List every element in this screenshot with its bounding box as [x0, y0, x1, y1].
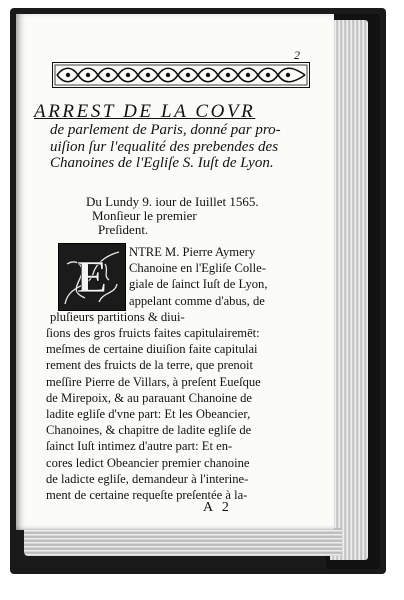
body-line: ſainct Iuſt intimez d'autre part: Et en- — [46, 439, 233, 454]
title-line: de parlement de Paris, donné par pro- — [50, 122, 281, 138]
body-text — [46, 244, 308, 503]
date-line: Monſieur le premier — [92, 208, 197, 223]
date-line: Preſident. — [98, 222, 149, 237]
page-edges-bottom — [24, 528, 342, 556]
page-edges-right — [330, 20, 368, 560]
page-number: 2 — [294, 48, 300, 62]
decorative-ornament-band — [52, 62, 310, 88]
body-line: cores ledict Obeancier premier chanoine — [46, 455, 250, 470]
body-line: ſions des gros fruicts faites capitulairemēt: — [46, 326, 260, 341]
book-page — [16, 14, 334, 530]
body-line: Chanoine en l'Egliſe Colle- — [129, 261, 266, 276]
body-line: meſſire Pierre de Villars, à preſent Eueſque — [46, 374, 261, 389]
body-line: Chanoines, & chapitre de ladite egliſe de — [46, 423, 252, 438]
body-line: ladite egliſe d'vne part: Et les Obeancier, — [46, 407, 251, 422]
body-line: appelant comme d'abus, de — [129, 293, 265, 308]
body-line: de Mirepoix, & au parauant Chanoine de — [46, 390, 252, 405]
body-line: pluſieurs partitions & diui- — [50, 309, 185, 324]
body-line: NTRE M. Pierre Aymery — [129, 245, 256, 259]
body-line: de ladicte egliſe, demandeur à l'interine- — [46, 471, 249, 486]
document-title — [34, 102, 334, 172]
date-line: Du Lundy 9. iour de Iuillet 1565. — [86, 194, 259, 209]
title-line: Chanoines de l'Egliſe S. Iuſt de Lyon. — [50, 155, 274, 171]
signature-mark: A 2 — [203, 500, 232, 515]
body-line: ment de certaine requeſte preſentée à la- — [46, 488, 248, 503]
title-line: uiſion ſur l'equalité des prebendes des — [50, 138, 279, 155]
body-line: rement des fruicts de la terre, que prenoit — [46, 358, 254, 373]
initial-letter: E — [76, 251, 108, 302]
date-heading — [86, 195, 259, 237]
title-line: ARREST DE LA COVR — [34, 101, 256, 122]
body-line: giale de ſainct Iuſt de Lyon, — [129, 277, 268, 292]
body-line: meſmes de certaine diuiſion faite capitulai — [46, 342, 258, 357]
